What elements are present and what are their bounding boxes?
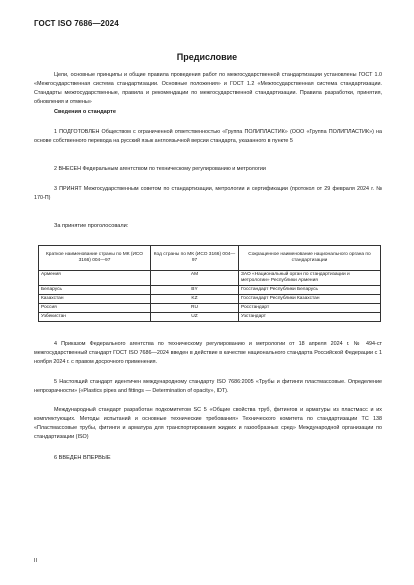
page-title: Предисловие	[176, 52, 238, 62]
standards-body-cell: Госстандарт Республики Казахстан	[239, 295, 381, 304]
item-6-paragraph: 6 ВВЕДЕН ВПЕРВЫЕ	[54, 455, 111, 461]
country-code-cell: KZ	[151, 295, 239, 304]
table-row	[39, 286, 381, 295]
country-cell: Беларусь	[39, 286, 151, 295]
column-header-code: Код страны по МК (ИСО 3166) 004—97	[151, 246, 239, 271]
standards-body-cell: ЗАО «Национальный орган по стандартизации и метрологии» Республики Армения	[239, 271, 381, 286]
standards-body-cell: Узстандарт	[239, 313, 381, 322]
standards-body-cell: Росстандарт	[239, 304, 381, 313]
item-5-paragraph: 5 Настоящий стандарт идентичен международному стандарту ISO 7686:2005 «Трубы и фитинги пластмассовые. Определение непрозрачности» («Plastics pipes and fittings — Determination of opacity», IDT).	[34, 379, 382, 394]
column-header-country: Краткое наименование страны по МК (ИСО 3166) 004—97	[39, 246, 151, 271]
table-row	[39, 295, 381, 304]
info-heading: Сведения о стандарте	[54, 109, 116, 115]
voting-states-table	[38, 245, 381, 322]
country-cell: Армения	[39, 271, 151, 286]
table-row	[39, 271, 381, 286]
item-5-note-paragraph: Международный стандарт разработан подкомитетом SC 5 «Общие свойства труб, фитингов и арматуры из пластмасс и их комплектующих. Методы испытаний и основные технические требования» Технического комитета по стандартизации ТС 138 «Пластмассовые трубы, фитинги и арматура для транспортирования жидких и газообразных сред» Международной организации по стандартизации (ISO)	[34, 407, 382, 440]
country-code-cell: BY	[151, 286, 239, 295]
column-header-body: Сокращенное наименование национального органа по стандартизации	[239, 246, 381, 271]
country-code-cell: RU	[151, 304, 239, 313]
intro-paragraph: Цели, основные принципы и общие правила проведения работ по межгосударственной стандартизации установлены ГОСТ 1.0 «Межгосударственная система стандартизации. Основные положения» и ГОСТ 1.2 «Межгосударственная система стандартизации. Стандарты межгосударственные, правила и рекомендации по межгосударственной стандартизации. Правила разработки, принятия, обновления и отмены»	[34, 72, 382, 105]
voted-label: За принятие проголосовали:	[54, 223, 129, 229]
country-cell: Россия	[39, 304, 151, 313]
country-code-cell: UZ	[151, 313, 239, 322]
item-1-paragraph: 1 ПОДГОТОВЛЕН Обществом с ограниченной ответственностью «Группа ПОЛИПЛАСТИК» (ООО «Группа ПОЛИПЛАСТИК») на основе собственного перевода на русский язык англоязычной версии стандарта, указанного в пункте 5	[34, 129, 382, 144]
country-cell: Узбекистан	[39, 313, 151, 322]
item-4-paragraph: 4 Приказом Федерального агентства по техническому регулированию и метрологии от 18 апреля 2024 г. № 494-ст межгосударственный стандарт ГОСТ ISO 7686—2024 введен в действие в качестве национального стандарта Российской Федерации с 1 ноября 2024 г. с правом досрочного применения.	[34, 341, 382, 365]
country-cell: Казахстан	[39, 295, 151, 304]
country-code-cell: AM	[151, 271, 239, 286]
standards-body-cell: Госстандарт Республики Беларусь	[239, 286, 381, 295]
standard-code-header: ГОСТ ISO 7686—2024	[34, 19, 119, 28]
table-header-row	[39, 246, 381, 271]
table-row	[39, 313, 381, 322]
item-3-paragraph: 3 ПРИНЯТ Межгосударственным советом по стандартизации, метрологии и сертификации (протокол от 29 февраля 2024 г. № 170-П)	[34, 186, 382, 201]
item-2-paragraph: 2 ВНЕСЕН Федеральным агентством по техническому регулированию и метрологии	[54, 166, 266, 172]
page-number: II	[34, 558, 37, 564]
table-row	[39, 304, 381, 313]
